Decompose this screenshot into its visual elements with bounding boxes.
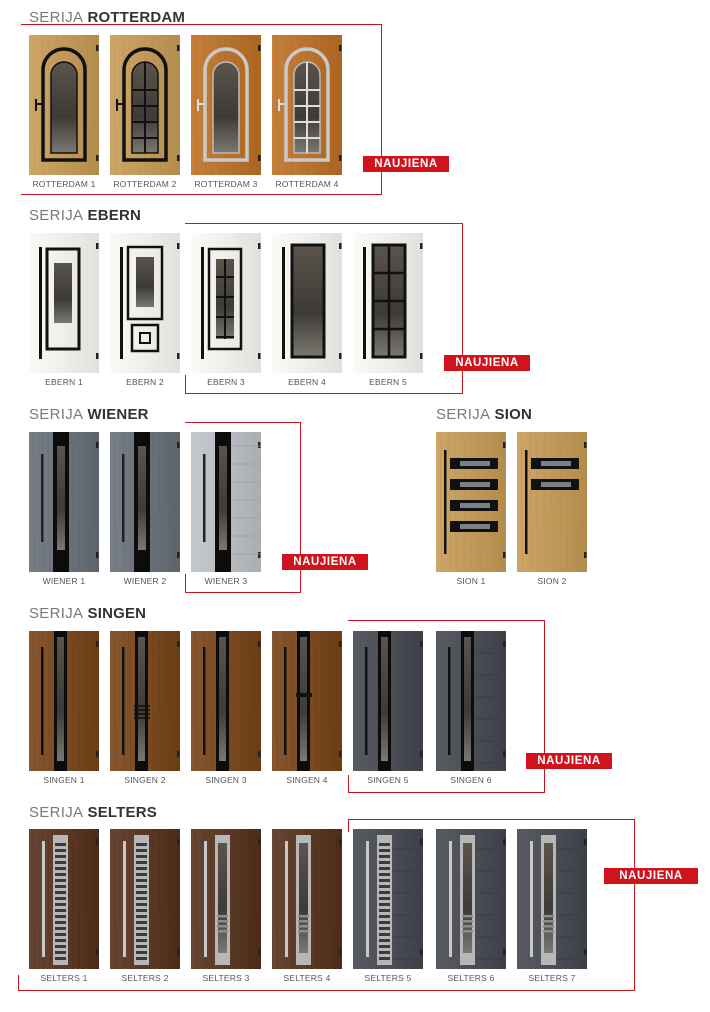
new-badge: NAUJIENA: [444, 355, 530, 371]
new-bracket: [348, 620, 545, 793]
new-bracket-left: [185, 375, 186, 394]
door-image: [191, 829, 261, 969]
new-badge: NAUJIENA: [363, 156, 449, 172]
series-name: SELTERS: [87, 804, 157, 821]
series-prefix: SERIJA: [29, 207, 84, 224]
new-bracket: [21, 24, 382, 195]
door-image: [517, 432, 587, 572]
door-image: [517, 829, 587, 969]
door-label: SINGEN 3: [205, 775, 247, 785]
series-name: WIENER: [87, 406, 149, 423]
door-label: SELTERS 3: [202, 973, 250, 983]
door-label: SINGEN 6: [450, 775, 492, 785]
door-label: ROTTERDAM 3: [194, 179, 258, 189]
new-bracket-left: [18, 975, 19, 991]
door-image: [353, 829, 423, 969]
door-image: [29, 631, 99, 771]
door-label: ROTTERDAM 1: [32, 179, 96, 189]
door-image: [436, 829, 506, 969]
door-label: EBERN 5: [369, 377, 407, 387]
new-bracket-top-left: [348, 819, 349, 832]
door-label: SINGEN 2: [124, 775, 166, 785]
door-label: SELTERS 5: [364, 973, 412, 983]
door-card[interactable]: [29, 631, 99, 785]
door-label: SINGEN 5: [367, 775, 409, 785]
series-prefix: SERIJA: [29, 406, 84, 423]
series-prefix: SERIJA: [29, 605, 84, 622]
door-label: SELTERS 4: [283, 973, 331, 983]
series-title-sion: [436, 406, 532, 423]
door-card[interactable]: [29, 432, 99, 586]
door-label: EBERN 2: [126, 377, 164, 387]
door-label: SELTERS 1: [40, 973, 88, 983]
door-image: [110, 432, 180, 572]
door-image: [110, 631, 180, 771]
door-card[interactable]: [110, 631, 180, 785]
door-card[interactable]: [29, 233, 99, 387]
door-card[interactable]: [436, 829, 506, 983]
door-card[interactable]: [110, 233, 180, 387]
door-label: EBERN 4: [288, 377, 326, 387]
new-bracket-left: [185, 574, 186, 593]
series-name: SION: [494, 406, 532, 423]
door-card[interactable]: [191, 829, 261, 983]
door-image: [29, 432, 99, 572]
door-card[interactable]: [436, 432, 506, 586]
door-image: [272, 631, 342, 771]
door-card[interactable]: [517, 829, 587, 983]
door-card[interactable]: [272, 631, 342, 785]
door-label: ROTTERDAM 2: [113, 179, 177, 189]
door-card[interactable]: [272, 829, 342, 983]
series-title-ebern: [29, 207, 141, 224]
new-bracket-top: [348, 819, 635, 820]
door-label: SION 1: [456, 576, 486, 586]
door-label: SINGEN 4: [286, 775, 328, 785]
door-label: WIENER 2: [123, 576, 167, 586]
door-label: SINGEN 1: [43, 775, 85, 785]
door-label: ROTTERDAM 4: [275, 179, 339, 189]
door-image: [436, 432, 506, 572]
series-name: ROTTERDAM: [87, 9, 186, 26]
series-name: SINGEN: [87, 605, 147, 622]
door-card[interactable]: [29, 829, 99, 983]
door-image: [110, 233, 180, 373]
door-label: SELTERS 2: [121, 973, 169, 983]
series-title-wiener: [29, 406, 149, 423]
door-card[interactable]: [191, 631, 261, 785]
door-label: EBERN 1: [45, 377, 83, 387]
series-name: EBERN: [87, 207, 142, 224]
door-label: WIENER 3: [204, 576, 248, 586]
new-bracket-right: [634, 819, 635, 991]
door-image: [29, 233, 99, 373]
series-prefix: SERIJA: [29, 804, 84, 821]
new-bracket: [185, 223, 463, 394]
series-prefix: SERIJA: [436, 406, 491, 423]
bracket-spacer: [21, 194, 22, 195]
series-prefix: SERIJA: [29, 9, 84, 26]
series-title-singen: [29, 605, 146, 622]
door-image: [110, 829, 180, 969]
door-label: SION 2: [537, 576, 567, 586]
door-label: WIENER 1: [42, 576, 86, 586]
new-bracket-left: [348, 775, 349, 793]
series-title-selters: [29, 804, 157, 821]
door-label: SELTERS 7: [528, 973, 576, 983]
door-image: [272, 829, 342, 969]
door-label: EBERN 3: [207, 377, 245, 387]
new-badge: NAUJIENA: [526, 753, 612, 769]
new-badge: NAUJIENA: [282, 554, 368, 570]
door-image: [191, 631, 261, 771]
new-bracket-bottom: [18, 990, 635, 991]
new-badge: NAUJIENA: [604, 868, 698, 884]
door-card[interactable]: [353, 829, 423, 983]
door-card[interactable]: [110, 829, 180, 983]
door-label: SELTERS 6: [447, 973, 495, 983]
door-card[interactable]: [517, 432, 587, 586]
door-card[interactable]: [110, 432, 180, 586]
door-image: [29, 829, 99, 969]
